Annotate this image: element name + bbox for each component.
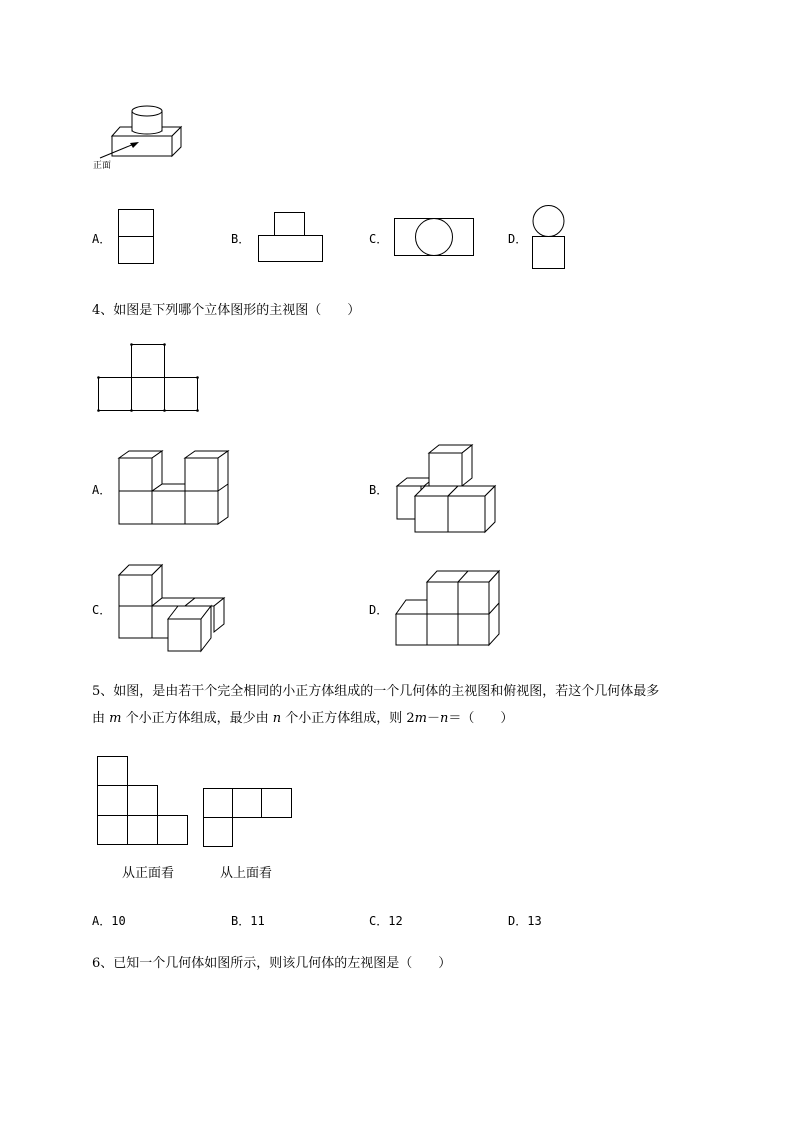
q4-question <box>92 299 360 318</box>
q5-option-c: C．12 <box>369 914 403 928</box>
q5-option-b: B．11 <box>231 914 265 928</box>
q5-number: 5、 <box>92 684 114 699</box>
q5-line2-b: 个小正方体组成，最少由 <box>121 711 273 726</box>
q5-line2-d: － <box>426 711 440 726</box>
q5-var-m-2: m <box>414 711 427 726</box>
q3-front-label: 正面 <box>93 161 112 171</box>
q4-number: 4、 <box>92 303 114 318</box>
q6-question <box>92 952 451 971</box>
q5-question-line2 <box>92 707 513 726</box>
q5-caption-top: 从上面看 <box>220 866 273 881</box>
q5-var-n-2: n <box>440 711 449 726</box>
q6-number: 6、 <box>92 956 114 971</box>
q5-top-view <box>202 787 294 849</box>
q5-option-a: A．10 <box>92 914 126 928</box>
q4-text: 如图是下列哪个立体图形的主视图（ ） <box>113 303 361 318</box>
q3-option-a-label: A． <box>92 232 112 246</box>
q3-option-d-label: D． <box>508 232 528 246</box>
q4-option-b-label: B． <box>369 483 389 497</box>
q5-front-view <box>96 755 190 847</box>
q3-option-a-figure <box>118 209 154 265</box>
q5-var-m: m <box>109 711 122 726</box>
q5-line2-c: 个小正方体组成，则 2 <box>281 711 415 726</box>
q5-question-line1 <box>92 680 659 699</box>
q3-option-d-figure <box>532 205 567 270</box>
q6-text: 已知一个几何体如图所示，则该几何体的左视图是（ ） <box>113 956 452 971</box>
q5-var-n: n <box>272 711 282 726</box>
q5-option-d: D．13 <box>508 914 542 928</box>
q5-line2-e: ＝（ ） <box>448 711 514 726</box>
q3-option-c-figure <box>394 218 475 258</box>
q4-option-a-label: A． <box>92 483 112 497</box>
q4-option-b-figure <box>394 441 500 536</box>
q3-option-b-figure <box>258 212 324 263</box>
q4-option-c-figure <box>118 562 228 654</box>
q4-option-c-label: C． <box>92 603 112 617</box>
q4-option-d-figure <box>394 567 502 649</box>
q4-option-d-label: D． <box>369 603 389 617</box>
q3-option-b-label: B． <box>231 232 251 246</box>
q4-option-a-figure <box>118 448 233 528</box>
q5-caption-front: 从正面看 <box>122 866 175 881</box>
q5-line2-a: 由 <box>92 711 110 726</box>
q4-front-view <box>96 342 202 414</box>
q3-option-c-label: C． <box>369 232 389 246</box>
q5-line1: 如图，是由若干个完全相同的小正方体组成的一个几何体的主视图和俯视图，若这个几何体最多 <box>113 684 660 699</box>
